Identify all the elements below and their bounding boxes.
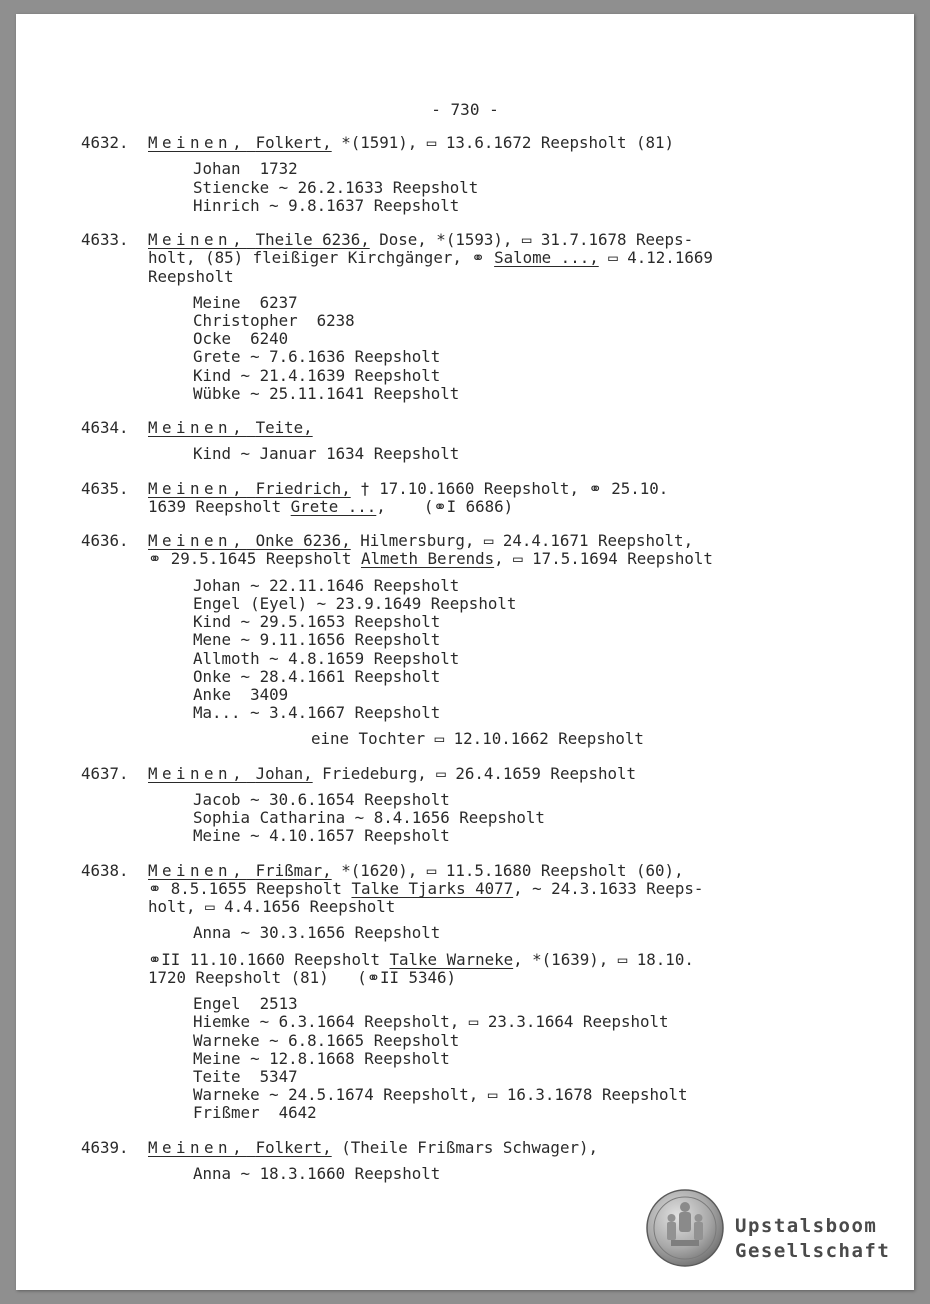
child-line: Ocke 6240 [193, 329, 289, 349]
entry-details: 1639 Reepsholt [148, 496, 291, 516]
entry-number: 4633. [81, 229, 129, 249]
entry-details: ⚭ 8.5.1655 Reepsholt [148, 878, 352, 898]
child-line: Christopher 6238 [193, 311, 355, 330]
entry-details: , *(1639), ▭ 18.10. [513, 949, 694, 969]
child-line: Anna ~ 30.3.1656 Reepsholt [193, 923, 441, 943]
entry-name: Meinen, Theile 6236, [148, 229, 370, 249]
child-line: Sophia Catharina ~ 8.4.1656 Reepsholt [193, 808, 545, 828]
society-name [735, 1214, 890, 1264]
child-line: Meine ~ 12.8.1668 Reepsholt [193, 1048, 450, 1068]
entry-details: *(1620), ▭ 11.5.1680 Reepsholt (60), [331, 860, 684, 880]
entry-number: 4637. [81, 763, 129, 783]
entry-4637 [81, 765, 816, 846]
entry-details: Friedeburg, ▭ 26.4.1659 Reepsholt [312, 763, 637, 783]
spouse-name: Grete ... [290, 496, 377, 516]
children-list [81, 1165, 816, 1183]
document-page [16, 14, 914, 1290]
entry-details: (Theile Frißmars Schwager), [331, 1137, 598, 1157]
entry-name: Meinen, Friedrich, [148, 478, 351, 498]
child-line: Hiemke ~ 6.3.1664 Reepsholt, ▭ 23.3.1664 Reepsholt [193, 1012, 669, 1032]
entry-4635 [81, 480, 816, 517]
entry-details: Dose, *(1593), ▭ 31.7.1678 Reeps- [369, 229, 694, 249]
child-line: Kind ~ 21.4.1639 Reepsholt [193, 365, 441, 385]
children-list [81, 791, 816, 846]
entry-details: *(1591), ▭ 13.6.1672 Reepsholt (81) [331, 133, 675, 152]
entry-number: 4635. [81, 478, 129, 498]
child-line: Johan ~ 22.11.1646 Reepsholt [193, 575, 460, 595]
society-name-line1: Upstalsboom [735, 1215, 878, 1237]
entry-4638 [81, 862, 816, 1123]
entry-details: holt, (85) fleißiger Kirchgänger, ⚭ [148, 248, 495, 268]
child-line: Grete ~ 7.6.1636 Reepsholt [193, 347, 441, 367]
entry-name: Meinen, Teite, [148, 418, 313, 438]
children-list [81, 995, 816, 1122]
child-line: Meine 6237 [193, 292, 298, 312]
entry-4636 [81, 532, 816, 749]
entry-details: Hilmersburg, ▭ 24.4.1671 Reepsholt, [350, 531, 694, 551]
entry-note: eine Tochter ▭ 12.10.1662 Reepsholt [311, 729, 644, 749]
child-line: Teite 5347 [193, 1067, 298, 1087]
child-line: Allmoth ~ 4.8.1659 Reepsholt [193, 648, 460, 668]
child-line: Stiencke ~ 26.2.1633 Reepsholt [193, 177, 479, 197]
child-line: Jacob ~ 30.6.1654 Reepsholt [193, 789, 450, 809]
child-line: Onke ~ 28.4.1661 Reepsholt [193, 666, 441, 686]
entry-list [81, 134, 816, 1199]
entry-details: ⚭ 29.5.1645 Reepsholt [148, 549, 361, 569]
entry-details: , ▭ 17.5.1694 Reepsholt [494, 549, 713, 569]
page-number: - 730 - [431, 100, 499, 119]
child-line: Warneke ~ 24.5.1674 Reepsholt, ▭ 16.3.1678 Reepsholt [193, 1085, 688, 1105]
spouse-name: Almeth Berends [360, 549, 495, 569]
society-seal-icon [645, 1188, 725, 1268]
society-name-line2: Gesellschaft [735, 1240, 891, 1262]
entry-details: , (⚭I 6686) [376, 496, 514, 516]
entry-name: Meinen, Onke 6236, [148, 531, 351, 551]
child-line: Engel (Eyel) ~ 23.9.1649 Reepsholt [193, 593, 517, 613]
child-line: Wübke ~ 25.11.1641 Reepsholt [193, 383, 460, 403]
entry-details: † 17.10.1660 Reepsholt, ⚭ 25.10. [350, 478, 669, 498]
entry-4634 [81, 419, 816, 464]
entry-details: , ~ 24.3.1633 Reeps- [513, 878, 704, 898]
children-list [81, 924, 816, 942]
child-line: Engel 2513 [193, 994, 298, 1014]
spouse-name: Talke Warneke [389, 949, 514, 969]
child-line: Warneke ~ 6.8.1665 Reepsholt [193, 1030, 460, 1050]
child-line: Anke 3409 [193, 684, 289, 704]
entry-details: Reepsholt [148, 266, 234, 286]
spouse-name: Talke Tjarks 4077 [351, 878, 514, 898]
entry-name: Meinen, Folkert, [148, 1137, 332, 1157]
child-line: Kind ~ Januar 1634 Reepsholt [193, 444, 460, 464]
entry-4633 [81, 231, 816, 403]
child-line: Frißmer 4642 [193, 1103, 317, 1123]
child-line: Hinrich ~ 9.8.1637 Reepsholt [193, 195, 460, 215]
entry-number: 4638. [81, 860, 129, 880]
child-line: Mene ~ 9.11.1656 Reepsholt [193, 630, 441, 650]
entry-details: 1720 Reepsholt (81) (⚭II 5346) [148, 967, 457, 987]
child-line: Ma... ~ 3.4.1667 Reepsholt [193, 703, 441, 723]
child-line: Meine ~ 4.10.1657 Reepsholt [193, 826, 450, 846]
child-line: Kind ~ 29.5.1653 Reepsholt [193, 612, 441, 632]
entry-number: 4634. [81, 418, 129, 438]
entry-details: holt, ▭ 4.4.1656 Reepsholt [148, 897, 396, 917]
children-list [81, 445, 816, 463]
entry-details: ⚭II 11.10.1660 Reepsholt [148, 949, 390, 969]
entry-number: 4632. [81, 133, 129, 152]
entry-4639 [81, 1139, 816, 1184]
child-line: Johan 1732 [193, 159, 298, 179]
children-list [81, 160, 816, 215]
entry-name: Meinen, Folkert, [148, 133, 332, 152]
children-list [81, 294, 816, 403]
children-list [81, 577, 816, 723]
entry-number: 4639. [81, 1137, 129, 1157]
entry-name: Meinen, Frißmar, [148, 860, 332, 880]
spouse-name: Salome ..., [494, 248, 599, 268]
entry-name: Meinen, Johan, [148, 763, 313, 783]
entry-details: ▭ 4.12.1669 [598, 248, 713, 268]
child-line: Anna ~ 18.3.1660 Reepsholt [193, 1163, 441, 1183]
second-marriage [81, 951, 816, 988]
entry-4632 [81, 134, 816, 215]
entry-number: 4636. [81, 531, 129, 551]
